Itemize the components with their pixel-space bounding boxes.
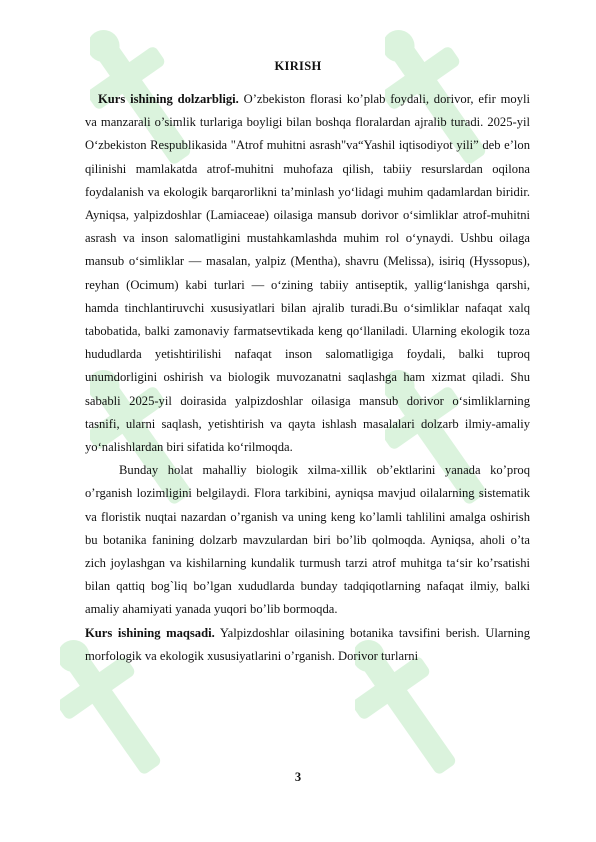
paragraph-body: Yalpizdoshlar oilasining botanika tavsifini berish. Ularning morfologik va ekologik xususiyatlarini o’rganish. Dorivor turlarni xyxy=(85,625,530,663)
paragraph-lead: Kurs ishining maqsadi. xyxy=(85,625,215,640)
paragraph-body: O’zbekiston florasi ko’plab foydali, dorivor, efir moyli va manzarali o’simlik turlariga boyligi bilan boshqa floralardan ajralib turadi. 2025-yil O‘zbekiston Respublikasida "Atrof muhitni asrash"va“Yashil iqtisodiyot yili” deb e’lon qilinishi mamlakatda atrof-muhitni muhofaza qilish, tabiiy resurslardan oqilona foydalanish va ekologik barqarorlikni ta’minlash yo‘lidagi muhim qadamlardan biridir. Ayniqsa, yalpizdoshlar (Lamiaceae) oilasiga mansub dorivor o‘simliklar atrof-muhitni asrash va inson salomatligini mustahkamlashda muhim rol o‘ynaydi. Ushbu oilaga mansub o‘simliklar — masalan, yalpiz (Mentha), shavru (Melissa), isiriq (Hyssopus), reyhan (Ocimum) kabi turlari — o‘zining tabiiy antiseptik, yallig‘lanishga qarshi, hamda tinchlantiruvchi xususiyatlari bilan ajralib turadi.Bu o‘simliklar nafaqat xalq tabobatida, balki zamonaviy farmatsevtikada keng qo‘llaniladi. Ularning ekologik toza hududlarda yetishtirilishi nafaqat inson salomatligiga foydali, balki tuproq unumdorligini oshirish va biologik muvozanatni saqlashga ham xizmat qiladi. Shu sababli 2025-yil doirasida yalpizdoshlar oilasiga mansub dorivor o‘simliklarning tasnifi, ularni saqlash, yetishtirish va qayta ishlash masalalari dolzarb ilmiy-amaliy yo‘nalishlardan biri sifatida ko‘rilmoqda. xyxy=(85,92,530,455)
paragraph-goal xyxy=(85,622,530,668)
paragraph-context xyxy=(85,459,530,621)
paragraph-body: Bunday holat mahalliy biologik xilma-xillik ob’ektlarini yanada ko’proq o’rganish lozimligini belgilaydi. Flora tarkibini, ayniqsa mavjud oilalarning sistematik va floristik nuqtai nazardan o’rganish va uning keng ko’lamli tahlilini amalga oshirish bu botanika fanining dolzarb mavzulardan biri bo’lib qolmoqda. Ayniqsa, aholi o’ta zich joylashgan va kishilarning kundalik turmush tarzi atrof muhitga ta‘sir ko’rsatishi bilan qattiq bog`liq bo’lgan xududlarda bunday tadqiqotlarning nafaqat ilmiy, balki amaliy ahamiyati yanada yuqori bo’lib bormoqda. xyxy=(85,463,530,617)
page-title: KIRISH xyxy=(274,59,322,73)
body-text xyxy=(85,88,530,668)
paragraph-lead: Kurs ishining dolzarbligi. xyxy=(98,92,239,106)
page-number: 3 xyxy=(294,770,302,784)
paragraph-relevance xyxy=(85,88,530,459)
